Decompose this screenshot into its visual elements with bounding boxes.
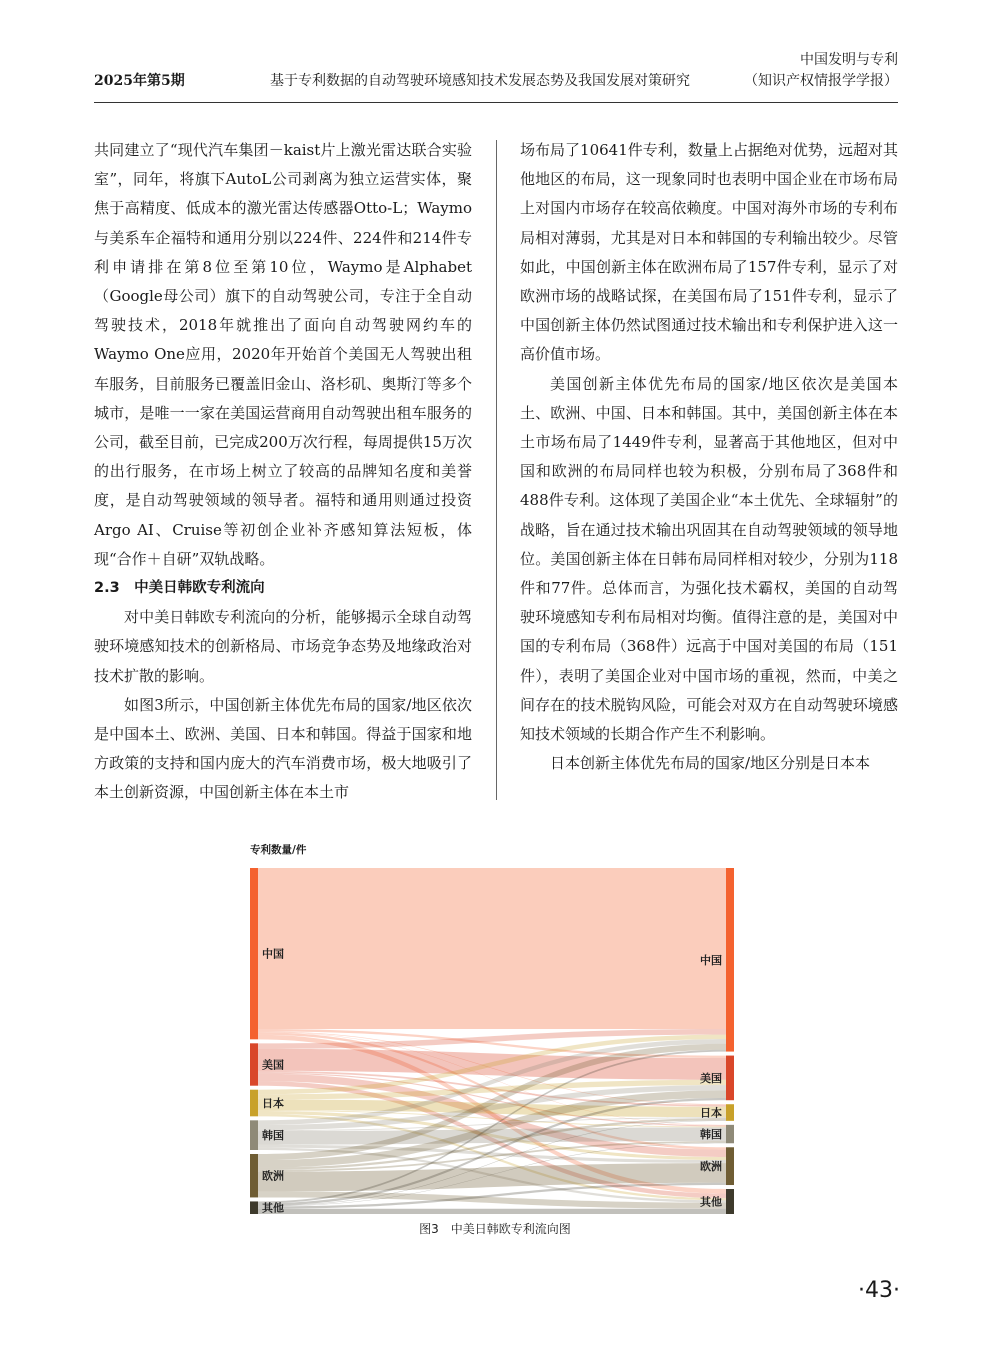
column-divider (496, 140, 497, 800)
target-node-美国 (726, 1056, 734, 1101)
source-label: 其他 (262, 1201, 284, 1215)
source-label: 美国 (262, 1058, 284, 1072)
source-label: 欧洲 (262, 1169, 284, 1183)
paragraph: 共同建立了“现代汽车集团－kaist片上激光雷达联合实验室”，同年，将旗下AutoL公司剥离为独立运营实体，聚焦于高精度、低成本的激光雷达传感器Otto-L；Waymo与美系车企福特和通用分别以224件、224件和214件专利申请排在第8位至第10位，Waymo是Alphabet（Google母公司）旗下的自动驾驶公司，专注于全自动驾驶技术，2018年就推出了面向自动驾驶网约车的Waymo One应用，2020年开始首个美国无人驾驶出租车服务，目前服务已覆盖旧金山、洛杉矶、奥斯汀等多个城市，是唯一一家在美国运营商用自动驾驶出租车服务的公司，截至目前，已完成200万次行程，每周提供15万次的出行服务，在市场上树立了较高的品牌知名度和美誉度，是自动驾驶领域的领导者。福特和通用则通过投资Argo AI、Cruise等初创企业补齐感知算法短板，体现“合作＋自研”双轨战略。 (94, 141, 472, 568)
source-node-日本 (250, 1090, 258, 1117)
target-node-其他 (726, 1189, 734, 1214)
source-label: 韩国 (262, 1129, 284, 1143)
figure-3 (240, 838, 750, 1238)
source-node-中国 (250, 868, 258, 1039)
target-label: 中国 (700, 953, 722, 967)
page-number: ·43· (858, 1278, 900, 1303)
figure-y-label: 专利数量/件 (250, 844, 307, 856)
target-node-日本 (726, 1104, 734, 1121)
sankey-chart (240, 838, 750, 1228)
source-node-韩国 (250, 1120, 258, 1150)
target-label: 美国 (700, 1071, 722, 1085)
paragraph: 美国创新主体优先布局的国家/地区依次是美国本土、欧洲、中国、日本和韩国。其中，美国创新主体在本土市场布局了1449件专利，显著高于其他地区，但对中国和欧洲的布局同样也较为积极，分别布局了368件和488件专利。这体现了美国企业“本土优先、全球辐射”的战略，旨在通过技术输出巩固其在自动驾驶领域的领导地位。美国创新主体在日韩布局同样相对较少，分别为118件和77件。总体而言，为强化技术霸权，美国的自动驾驶环境感知专利布局相对均衡。值得注意的是，美国对中国的专利布局（368件）远高于中国对美国的布局（151件），表明了美国企业对中国市场的重视，然而，中美之间存在的技术脱钩风险，可能会对双方在自动驾驶环境感知技术领域的长期合作产生不利影响。 (520, 374, 898, 744)
source-node-欧洲 (250, 1154, 258, 1197)
target-node-中国 (726, 868, 734, 1052)
journal-name-block (744, 50, 898, 92)
source-label: 中国 (262, 947, 284, 961)
source-node-其他 (250, 1201, 258, 1214)
source-label: 日本 (262, 1097, 284, 1111)
paragraph: 日本创新主体优先布局的国家/地区分别是日本本 (550, 754, 871, 773)
flow-links (258, 868, 726, 1214)
issue-label: 2025年第5期 (94, 73, 185, 89)
left-column (94, 136, 472, 808)
figure-caption: 图3 中美日韩欧专利流向图 (419, 1222, 571, 1236)
paragraph: 如图3所示，中国创新主体优先布局的国家/地区依次是中国本土、欧洲、美国、日本和韩国。得益于国家和地方政策的支持和国内庞大的汽车消费市场，极大地吸引了本土创新资源，中国创新主体在本土市 (94, 695, 472, 802)
flow-link (258, 868, 726, 1029)
journal-subtitle: （知识产权情报学学报） (744, 73, 898, 89)
paragraph: 场布局了10641件专利，数量上占据绝对优势，远超对其他地区的布局，这一现象同时也表明中国企业在市场布局上对国内市场存在较高依赖度。中国对海外市场的专利布局相对薄弱，尤其是对日本和韩国的专利输出较少。尽管如此，中国创新主体在欧洲布局了157件专利，显示了对欧洲市场的战略试探，在美国布局了151件专利，显示了中国创新主体仍然试图通过技术输出和专利保护进入这一高价值市场。 (520, 141, 898, 364)
right-column (520, 136, 898, 778)
target-node-欧洲 (726, 1147, 734, 1185)
target-label: 日本 (700, 1106, 722, 1120)
paragraph: 对中美日韩欧专利流向的分析，能够揭示全球自动驾驶环境感知技术的创新格局、市场竞争态势及地缘政治对技术扩散的影响。 (94, 608, 472, 685)
running-title: 基于专利数据的自动驾驶环境感知技术发展态势及我国发展对策研究 (270, 73, 690, 89)
journal-name: 中国发明与专利 (800, 52, 898, 68)
flow-link (258, 1209, 726, 1214)
target-label: 韩国 (700, 1128, 722, 1142)
target-label: 其他 (700, 1195, 722, 1209)
page-header (94, 48, 898, 103)
section-heading: 2.3 中美日韩欧专利流向 (94, 580, 265, 597)
target-node-韩国 (726, 1125, 734, 1143)
source-node-美国 (250, 1043, 258, 1085)
target-label: 欧洲 (700, 1160, 722, 1174)
